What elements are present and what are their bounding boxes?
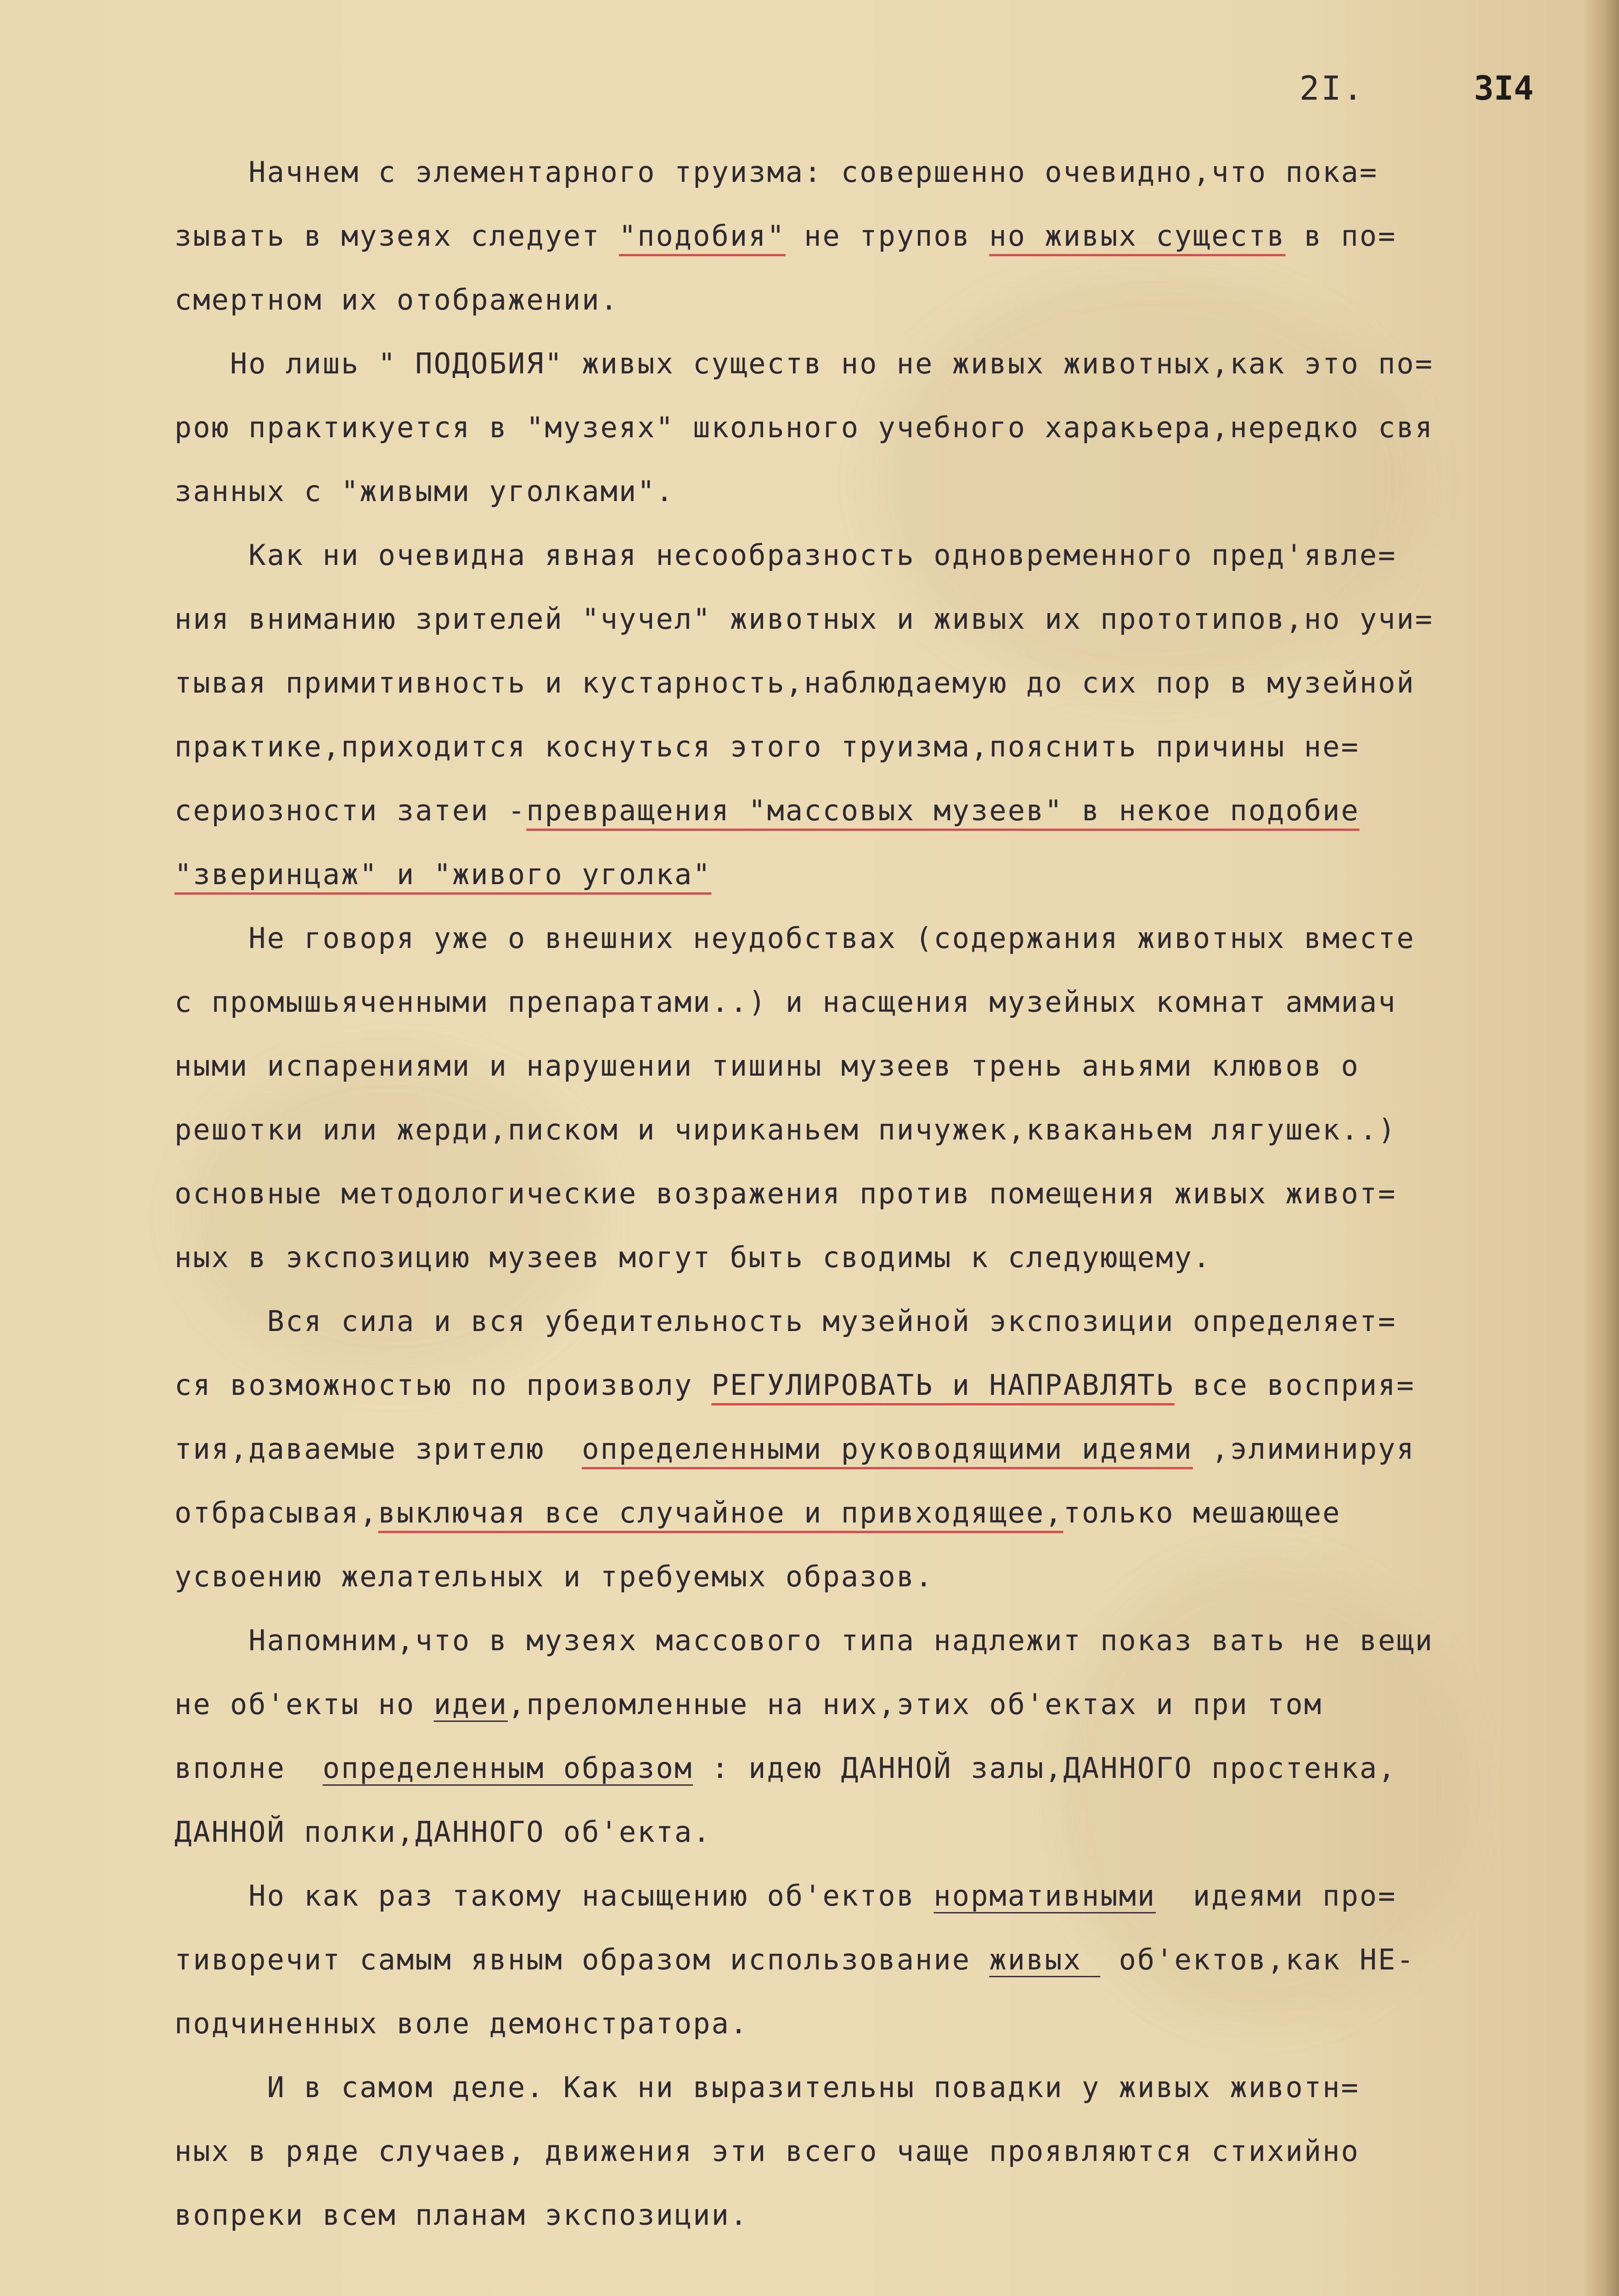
text-line <box>174 2119 1552 2183</box>
underlined-phrase: определенными руководящими идеями <box>582 1432 1193 1466</box>
page-edge-shadow <box>1582 0 1619 2296</box>
text-line <box>174 906 1552 970</box>
underlined-phrase: но живых существ <box>989 219 1286 253</box>
text-line <box>174 1864 1552 1928</box>
text-segment: с промышьяченными препаратами..) и насщения музейных комнат аммиач <box>174 985 1397 1019</box>
underlined-phrase: превращения "массовых музеев" в некое подобие <box>526 794 1360 827</box>
text-line <box>174 842 1552 906</box>
text-segment: Вся сила и вся убедительность музейной экспозиции определяет= <box>174 1304 1397 1338</box>
text-segment: все восприя= <box>1174 1368 1415 1402</box>
text-line <box>174 1545 1552 1608</box>
text-line <box>174 1162 1552 1225</box>
text-segment: смертном их отображении. <box>174 283 619 316</box>
text-line <box>174 1034 1552 1098</box>
text-line <box>174 204 1552 268</box>
underlined-phrase: выключая все случайное и привходящее, <box>378 1496 1063 1529</box>
text-line <box>174 1736 1552 1800</box>
text-segment: ными испарениями и нарушении тишины музеев трень аньями клювов о <box>174 1049 1360 1083</box>
text-line <box>174 459 1552 523</box>
text-line <box>174 523 1552 587</box>
underlined-phrase: определенным образом <box>322 1751 693 1785</box>
page-mark-overtyped: 3I4 <box>1474 69 1534 107</box>
text-segment: ,преломленные на них,этих об'ектах и при том <box>507 1687 1323 1721</box>
text-segment: вопреки всем планам экспозиции. <box>174 2198 749 2232</box>
text-line <box>174 1991 1552 2055</box>
text-segment: подчиненных воле демонстратора. <box>174 2007 749 2040</box>
text-segment: усвоению желательных и требуемых образов. <box>174 1560 934 1593</box>
text-segment: зывать в музеях следует <box>174 219 619 253</box>
text-segment: тиворечит самым явным образом использование <box>174 1943 989 1976</box>
text-segment: тия,даваемые зрителю <box>174 1432 582 1466</box>
text-segment: Как ни очевидна явная несообразность одновременного пред'явле= <box>174 538 1397 572</box>
text-segment: не трупов <box>785 219 989 253</box>
text-line <box>174 2183 1552 2247</box>
text-segment: : идею ДАННОЙ залы,ДАННОГО простенка, <box>693 1751 1397 1785</box>
text-segment: рою практикуется в "музеях" школьного учебного харакьера,нередко свя <box>174 411 1434 444</box>
text-segment: только мешающее <box>1063 1496 1341 1529</box>
underlined-phrase: живых <box>989 1943 1101 1976</box>
text-line <box>174 587 1552 651</box>
text-segment: занных с "живыми уголками". <box>174 474 675 508</box>
text-segment: Но лишь " ПОДОБИЯ" живых существ но не живых животных,как это по= <box>174 347 1434 380</box>
text-segment: ,элиминируя <box>1193 1432 1415 1466</box>
text-line <box>174 1928 1552 1991</box>
text-segment: вполне <box>174 1751 323 1785</box>
text-segment: ных в экспозицию музеев могут быть сводимы к следующему. <box>174 1241 1212 1274</box>
text-segment: сериозности затеи - <box>174 794 527 827</box>
text-segment: отбрасывая, <box>174 1496 378 1529</box>
text-line <box>174 395 1552 459</box>
underlined-phrase: идеи <box>433 1687 508 1721</box>
typewritten-text <box>174 140 1552 2247</box>
text-line <box>174 1672 1552 1736</box>
text-segment: об'ектов,как НЕ- <box>1100 1943 1415 1976</box>
text-line <box>174 1353 1552 1417</box>
text-line <box>174 1225 1552 1289</box>
text-line <box>174 715 1552 778</box>
text-line <box>174 1098 1552 1162</box>
text-segment: ДАННОЙ полки,ДАННОГО об'екта. <box>174 1815 712 1849</box>
text-segment: Напомним,что в музеях массового типа надлежит показ вать не вещи <box>174 1624 1434 1657</box>
text-line <box>174 268 1552 332</box>
underlined-phrase: "зверинцаж" и "живого уголка" <box>174 857 712 891</box>
underlined-phrase: "подобия" <box>618 219 786 253</box>
text-segment: И в самом деле. Как ни выразительны повадки у живых животн= <box>174 2070 1360 2104</box>
text-segment: тывая примитивность и кустарность,наблюдаемую до сих пор в музейной <box>174 666 1415 700</box>
text-segment: Не говоря уже о внешних неудобствах (содержания животных вместе <box>174 921 1415 955</box>
underlined-phrase: нормативными <box>933 1879 1156 1912</box>
text-segment: решотки или жерди,писком и чириканьем пичужек,кваканьем лягушек..) <box>174 1113 1397 1146</box>
text-segment: ся возможностью по произволу <box>174 1368 712 1402</box>
text-segment: Но как раз такому насыщению об'ектов <box>174 1879 934 1912</box>
text-line <box>174 2055 1552 2119</box>
text-line <box>174 1289 1552 1353</box>
text-segment: практике,приходится коснуться этого труизма,пояснить причины не= <box>174 730 1360 763</box>
text-line <box>174 332 1552 395</box>
text-line <box>174 1800 1552 1864</box>
underlined-phrase: РЕГУЛИРОВАТЬ и НАПРАВЛЯТЬ <box>711 1368 1175 1402</box>
text-line <box>174 1417 1552 1481</box>
page-number: 2I. <box>1299 69 1365 107</box>
text-segment: не об'екты но <box>174 1687 434 1721</box>
text-segment: Начнем с элементарного труизма: совершенно очевидно,что пока= <box>174 155 1378 189</box>
text-segment: ных в ряде случаев, движения эти всего чаще проявляются стихийно <box>174 2134 1360 2168</box>
text-line <box>174 778 1552 842</box>
text-segment: идеями про= <box>1156 1879 1397 1912</box>
text-line <box>174 1481 1552 1545</box>
text-segment: ния вниманию зрителей "чучел" животных и живых их прототипов,но учи= <box>174 602 1434 636</box>
text-segment: в по= <box>1285 219 1397 253</box>
text-segment: основные методологические возражения против помещения живых живот= <box>174 1177 1397 1210</box>
text-line <box>174 970 1552 1034</box>
text-line <box>174 1608 1552 1672</box>
text-line <box>174 140 1552 204</box>
text-line <box>174 651 1552 715</box>
